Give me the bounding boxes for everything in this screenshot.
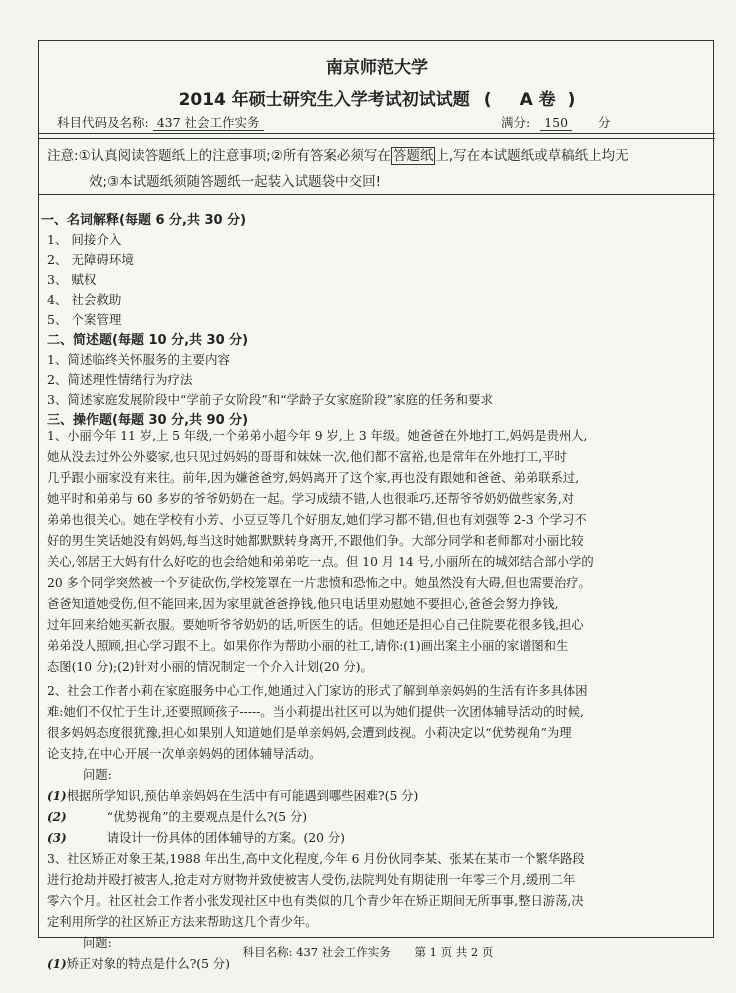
exam-title-line xyxy=(39,85,715,110)
volume-label: A 卷 xyxy=(519,90,556,110)
section-2-title: 二、简述题(每题 10 分,共 30 分) xyxy=(47,333,249,348)
q3-line: 进行抢劫并殴打被害人,抢走对方财物并致使被害人受伤,法院判处有期徒刑一年零三个月,缓刑二年 xyxy=(47,873,576,887)
q1-line: 弟弟没人照顾,担心学习跟不上。如果你作为帮助小丽的社工,请你:(1)画出案主小丽的家谱图和生 xyxy=(47,639,569,653)
s1-item: 3、 赋权 xyxy=(47,272,97,287)
q1-line: 好的男生笑话她没有妈妈,每当这时她都默默转身离开,不跟他们争。大部分同学和老师都对小丽比较 xyxy=(47,534,584,548)
score-row xyxy=(501,113,611,131)
q1-line: 关心,邻居王大妈有什么好吃的也会给她和弟弟吃一点。但 10 月 14 号,小丽所在的城郊结合部小学的 xyxy=(47,555,594,569)
s2-item: 3、简述家庭发展阶段中“学前子女阶段”和“学龄子女家庭阶段”家庭的任务和要求 xyxy=(47,392,494,407)
university-name: 南京师范大学 xyxy=(326,58,428,78)
q3-line: 零六个月。社区社会工作者小张发现社区中也有类似的几个青少年在矫正期间无所事事,整日游荡,决 xyxy=(47,894,584,908)
divider xyxy=(39,194,715,195)
q2-sub: (3) 请设计一份具体的团体辅导的方案。(20 分) xyxy=(47,831,345,845)
q3-line: 定利用所学的社区矫正方法来帮助这几个青少年。 xyxy=(47,915,318,929)
notice-label: 注意: xyxy=(47,148,79,164)
exam-title: 2014 年硕士研究生入学考试初试试题 xyxy=(178,90,470,110)
notice-line-2: 效;③本试题纸须随答题纸一起装入试题袋中交回! xyxy=(89,174,382,190)
s1-item: 4、 社会救助 xyxy=(47,292,122,307)
q1-line: 她从没去过外公外婆家,也只见过妈妈的哥哥和妹妹一次,他们都不富裕,也是常年在外地打工,平时 xyxy=(47,450,567,464)
page-footer xyxy=(0,944,736,960)
footer-subject: 科目名称: 437 社会工作实务 xyxy=(242,945,391,959)
notice-text: ①认真阅读答题纸上的注意事项;②所有答案必须写在 xyxy=(78,148,391,164)
q1-line: 20 多个同学突然被一个歹徒砍伤,学校笼罩在一片悲愤和恐怖之中。她虽然没有大碍,但也需要治疗。 xyxy=(47,576,591,590)
q1-line: 态图(10 分);(2)针对小丽的情况制定一个介入计划(20 分)。 xyxy=(47,660,373,674)
q1-line: 她平时和弟弟与 60 多岁的爷爷奶奶在一起。学习成绩不错,人也很乖巧,还帮爷爷奶奶做些家务,对 xyxy=(47,492,575,506)
q3-ask: 问题: xyxy=(83,936,112,950)
question-2 xyxy=(47,681,707,849)
q2-sub: (2) “优势视角”的主要观点是什么?(5 分) xyxy=(47,810,308,824)
section-1-title: 一、名词解释(每题 6 分,共 30 分) xyxy=(41,213,247,228)
title-paren-close: ) xyxy=(567,90,576,110)
q1-line: 几乎跟小丽家没有来往。前年,因为嫌爸爸穷,妈妈离开了这个家,再也没有跟她和爸爸、弟弟联系过, xyxy=(47,471,580,485)
notice-line-1 xyxy=(47,144,629,164)
q2-line: 论支持,在中心开展一次单亲妈妈的团体辅导活动。 xyxy=(47,747,322,761)
s2-item: 1、简述临终关怀服务的主要内容 xyxy=(47,352,230,367)
s2-item: 2、简述理性情绪行为疗法 xyxy=(47,372,193,387)
q2-ask: 问题: xyxy=(83,768,112,782)
q3-sub: (1)矫正对象的特点是什么?(5 分) xyxy=(47,957,230,971)
score-unit: 分 xyxy=(598,115,611,130)
score-label: 满分: xyxy=(501,115,531,130)
footer-page-number: 第 1 页 共 2 页 xyxy=(414,945,494,959)
s1-item: 1、 间接介入 xyxy=(47,232,122,247)
s1-item: 2、 无障碍环境 xyxy=(47,252,134,267)
q1-line: 1、小丽今年 11 岁,上 5 年级,一个弟弟小超今年 9 岁,上 3 年级。她爸爸在外地打工,妈妈是贵州人, xyxy=(47,429,588,443)
q1-line: 过年回来给她买新衣服。要她听爷爷奶奶的话,听医生的话。但她还是担心自己住院要花很多钱,担心 xyxy=(47,618,584,632)
q2-line: 2、社会工作者小莉在家庭服务中心工作,她通过入门家访的形式了解到单亲妈妈的生活有许多具体困 xyxy=(47,684,588,698)
q2-line: 难:她们不仅忙于生计,还要照顾孩子-----。当小莉提出社区可以为她们提供一次团体辅导活动的时候, xyxy=(47,705,584,719)
title-paren-open: ( xyxy=(483,90,492,110)
q2-sub: (1)根据所学知识,预估单亲妈妈在生活中有可能遇到哪些困难?(5 分) xyxy=(47,789,419,803)
score-value: 150 xyxy=(540,115,572,131)
q2-line: 很多妈妈态度很犹豫,担心如果别人知道她们是单亲妈妈,会遭到歧视。小莉决定以“优势视角”为理 xyxy=(47,726,572,740)
subject-value: 437 社会工作实务 xyxy=(153,115,264,131)
divider xyxy=(39,133,715,134)
divider xyxy=(39,138,715,139)
subject-label: 科目代码及名称: xyxy=(57,115,149,130)
notice-text: 上,写在本试题纸或草稿纸上均无 xyxy=(435,148,629,164)
question-1 xyxy=(47,426,707,678)
section-3-title: 三、操作题(每题 30 分,共 90 分) xyxy=(47,413,249,428)
q1-line: 爸爸知道她受伤,但不能回来,因为家里就爸爸挣钱,他只电话里劝慰她不要担心,爸爸会努力挣钱, xyxy=(47,597,559,611)
answer-sheet-box: 答题纸 xyxy=(392,148,434,164)
q3-line: 3、社区矫正对象王某,1988 年出生,高中文化程度,今年 6 月份伙同李某、张某在某市一个繁华路段 xyxy=(47,852,585,866)
s1-item: 5、 个案管理 xyxy=(47,312,122,327)
subject-row xyxy=(57,113,264,131)
q1-line: 弟弟也很关心。她在学校有小芳、小豆豆等几个好朋友,她们学习都不错,但也有刘强等 2-3 个学习不 xyxy=(47,513,587,527)
